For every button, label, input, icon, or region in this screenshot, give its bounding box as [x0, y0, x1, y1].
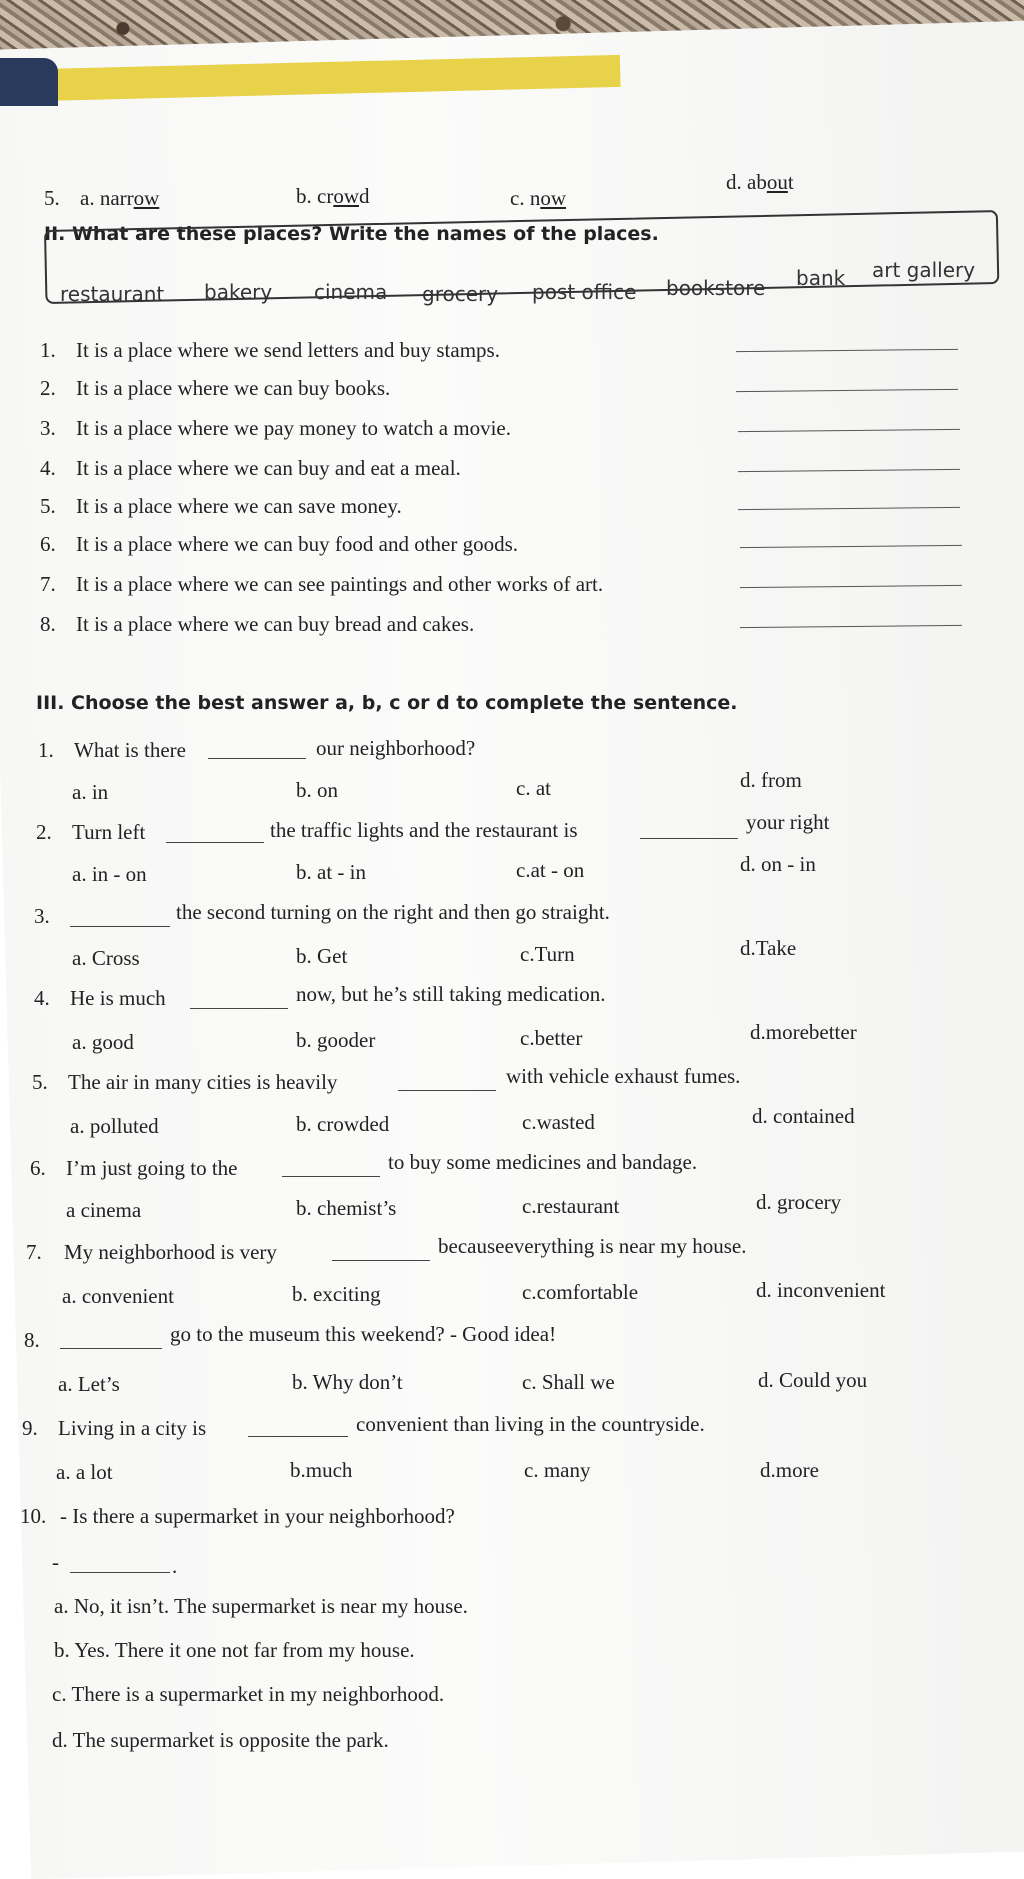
- q-number: 8.: [24, 1328, 40, 1352]
- q4-stem-end: now, but he’s still taking medication.: [296, 982, 606, 1006]
- q5-option-a: a. narrow: [80, 186, 160, 210]
- q6-stem-start: I’m just going to the: [66, 1156, 238, 1180]
- q8-option-a[interactable]: a. Let’s: [58, 1372, 120, 1396]
- section-2-heading: II. What are these places? Write the names of the places.: [44, 223, 659, 245]
- q2-option-d[interactable]: d. on - in: [740, 852, 816, 876]
- q2-stem-end: your right: [746, 810, 830, 834]
- q4-option-b[interactable]: b. gooder: [296, 1028, 376, 1052]
- q8-option-c[interactable]: c. Shall we: [522, 1370, 615, 1394]
- q1-option-a[interactable]: a. in: [72, 780, 109, 804]
- q2-blank-2[interactable]: [640, 838, 738, 839]
- p2-item-text: It is a place where we can buy and eat a meal.: [76, 456, 461, 480]
- q3-option-b[interactable]: b. Get: [296, 944, 348, 968]
- p2-item-number: 2.: [40, 376, 56, 400]
- q10-option-c[interactable]: c. There is a supermarket in my neighborhood.: [52, 1682, 445, 1706]
- q6-option-a[interactable]: a cinema: [66, 1198, 142, 1222]
- q1-option-b[interactable]: b. on: [296, 778, 338, 802]
- q5-stem-start: The air in many cities is heavily: [68, 1070, 338, 1094]
- q-number: 10.: [20, 1504, 47, 1528]
- word-bank-item: bakery: [204, 280, 273, 304]
- q7-option-d[interactable]: d. inconvenient: [756, 1278, 886, 1302]
- q10-option-a[interactable]: a. No, it isn’t. The supermarket is near my house.: [54, 1594, 468, 1618]
- p2-item-text: It is a place where we can see paintings and other works of art.: [76, 572, 604, 596]
- q-number: 4.: [34, 986, 50, 1010]
- q5p3-option-d[interactable]: d. contained: [752, 1104, 855, 1128]
- q3-option-a[interactable]: a. Cross: [72, 946, 140, 970]
- q4-stem-start: He is much: [70, 986, 166, 1010]
- q9-blank[interactable]: [248, 1436, 348, 1437]
- q9-option-c[interactable]: c. many: [524, 1458, 591, 1482]
- q-number: 6.: [30, 1156, 46, 1180]
- q5p3-option-c[interactable]: c.wasted: [522, 1110, 595, 1134]
- q8-blank[interactable]: [60, 1348, 162, 1349]
- q5-number: 5.: [44, 186, 60, 210]
- q7-option-a[interactable]: a. convenient: [62, 1284, 174, 1308]
- word-bank-item: restaurant: [60, 282, 165, 306]
- q3-option-d[interactable]: d.Take: [740, 936, 797, 960]
- section-3-heading: III. Choose the best answer a, b, c or d to complete the sentence.: [36, 692, 738, 714]
- q2-option-b[interactable]: b. at - in: [296, 860, 366, 884]
- p2-item-number: 6.: [40, 532, 56, 556]
- q9-option-a[interactable]: a. a lot: [56, 1460, 113, 1484]
- q10-stem: - Is there a supermarket in your neighborhood?: [60, 1504, 455, 1528]
- q3-blank[interactable]: [70, 926, 170, 927]
- q8-option-d[interactable]: d. Could you: [758, 1368, 868, 1392]
- q-number: 7.: [26, 1240, 42, 1264]
- q2-stem-start: Turn left: [72, 820, 146, 844]
- q7-stem-end: becauseeverything is near my house.: [438, 1234, 747, 1258]
- q10-dot: .: [172, 1554, 178, 1578]
- p2-item-text: It is a place where we can buy books.: [76, 376, 391, 400]
- q-number: 9.: [22, 1416, 38, 1440]
- q2-stem-mid: the traffic lights and the restaurant is: [270, 818, 578, 842]
- q9-option-d[interactable]: d.more: [760, 1458, 819, 1482]
- q7-option-b[interactable]: b. exciting: [292, 1282, 381, 1306]
- q-number: 1.: [38, 738, 54, 762]
- p2-item-number: 1.: [40, 338, 56, 362]
- q6-stem-end: to buy some medicines and bandage.: [388, 1150, 698, 1174]
- word-bank-item: bank: [796, 266, 846, 290]
- q-number: 2.: [36, 820, 52, 844]
- q3-stem: the second turning on the right and then go straight.: [176, 900, 610, 924]
- q1-blank[interactable]: [208, 758, 306, 759]
- q5-option-d: d. about: [726, 170, 794, 194]
- q-number: 5.: [32, 1070, 48, 1094]
- word-bank-item: cinema: [314, 280, 388, 304]
- q5-option-c: c. now: [510, 186, 566, 210]
- q1-option-c[interactable]: c. at: [516, 776, 551, 800]
- p2-item-text: It is a place where we can buy food and other goods.: [76, 532, 519, 556]
- q5-option-b: b. crowd: [296, 184, 370, 208]
- q6-blank[interactable]: [282, 1176, 380, 1177]
- p2-item-text: It is a place where we pay money to watch a movie.: [76, 416, 512, 440]
- q7-blank[interactable]: [332, 1260, 430, 1261]
- q2-blank-1[interactable]: [166, 842, 264, 843]
- q3-option-c[interactable]: c.Turn: [520, 942, 575, 966]
- q8-stem: go to the museum this weekend? - Good idea!: [170, 1322, 557, 1346]
- p2-item-number: 3.: [40, 416, 56, 440]
- word-bank-item: post office: [532, 280, 637, 304]
- q4-blank[interactable]: [190, 1008, 288, 1009]
- p2-item-number: 8.: [40, 612, 56, 636]
- q5p3-option-b[interactable]: b. crowded: [296, 1112, 390, 1136]
- p2-item-number: 7.: [40, 572, 56, 596]
- q4-option-a[interactable]: a. good: [72, 1030, 134, 1054]
- q10-dash: -: [52, 1550, 59, 1574]
- q9-stem-end: convenient than living in the countryside.: [356, 1412, 705, 1436]
- q4-option-d[interactable]: d.morebetter: [750, 1020, 857, 1044]
- q9-option-b[interactable]: b.much: [290, 1458, 353, 1482]
- q5-blank[interactable]: [398, 1090, 496, 1091]
- q5p3-option-a[interactable]: a. polluted: [70, 1114, 159, 1138]
- q2-option-a[interactable]: a. in - on: [72, 862, 147, 886]
- q-number: 3.: [34, 904, 50, 928]
- q1-stem-start: What is there: [74, 738, 186, 762]
- q7-stem-start: My neighborhood is very: [64, 1240, 277, 1264]
- q5-stem-end: with vehicle exhaust fumes.: [506, 1064, 741, 1088]
- p2-item-text: It is a place where we can buy bread and cakes.: [76, 612, 475, 636]
- folder-corner: [0, 58, 58, 106]
- p2-item-text: It is a place where we can save money.: [76, 494, 402, 518]
- q6-option-d[interactable]: d. grocery: [756, 1190, 842, 1214]
- word-bank-item: bookstore: [666, 276, 766, 300]
- q1-option-d[interactable]: d. from: [740, 768, 802, 792]
- q10-option-d[interactable]: d. The supermarket is opposite the park.: [52, 1728, 389, 1752]
- q8-option-b[interactable]: b. Why don’t: [292, 1370, 403, 1394]
- p2-item-number: 4.: [40, 456, 56, 480]
- q6-option-b[interactable]: b. chemist’s: [296, 1196, 397, 1220]
- p2-item-text: It is a place where we send letters and buy stamps.: [76, 338, 500, 362]
- word-bank-item: grocery: [422, 282, 499, 306]
- q6-option-c[interactable]: c.restaurant: [522, 1194, 620, 1218]
- word-bank-item: art gallery: [872, 258, 976, 282]
- q9-stem-start: Living in a city is: [58, 1416, 207, 1440]
- q7-option-c[interactable]: c.comfortable: [522, 1280, 639, 1304]
- p2-item-number: 5.: [40, 494, 56, 518]
- q2-option-c[interactable]: c.at - on: [516, 858, 585, 882]
- q10-option-b[interactable]: b. Yes. There it one not far from my house.: [54, 1638, 415, 1662]
- q10-blank[interactable]: [70, 1572, 170, 1573]
- q4-option-c[interactable]: c.better: [520, 1026, 583, 1050]
- q1-stem-end: our neighborhood?: [316, 736, 476, 760]
